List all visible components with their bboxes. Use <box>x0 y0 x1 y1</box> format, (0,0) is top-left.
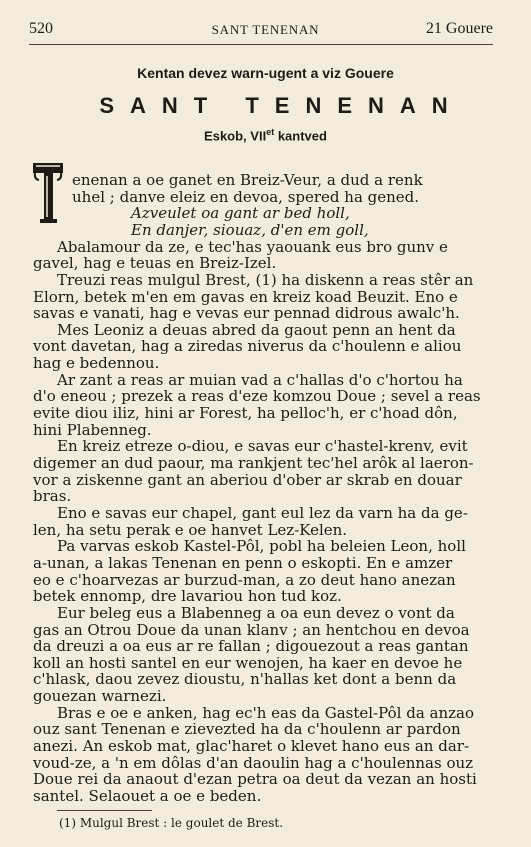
subtitle-main: Eskob, VII <box>204 128 267 144</box>
footnote: (1) Mulgul Brest : le goulet de Brest. <box>59 816 284 830</box>
running-title: SANT TENENAN <box>211 22 320 37</box>
drop-cap-t <box>32 162 64 224</box>
poem-line: Azveulet oa gant ar bed holl, <box>131 204 350 223</box>
header-rule <box>29 44 493 45</box>
saint-subtitle <box>0 127 531 143</box>
running-date: 21 Gouere <box>425 20 493 37</box>
footnote-rule <box>57 810 152 811</box>
poem-line: En danjer, siouaz, d'en em goll, <box>131 220 369 239</box>
body-line: betek ennomp, dre lavariou hon tud koz. <box>33 587 342 606</box>
body-line: ouz sant Tenenan e zievezted ha da c'houlenn ar pardon <box>33 720 461 739</box>
body-line: En kreiz etreze o-diou, e savas eur c'hastel-krenv, evit <box>57 437 468 456</box>
body-line: hini Plabenneg. <box>33 420 152 439</box>
body-line: Treuzi reas mulgul Brest, (1) ha diskenn a reas stêr an <box>57 270 474 289</box>
body-line: vont davetan, hag a ziredas niverus da c'houlenn e aliou <box>33 337 462 356</box>
body-line: voud-ze, a 'n em dôlas d'an daoulin hag a c'houlennas ouz <box>33 753 474 772</box>
body-line: gavel, hag e teuas en Breiz-Izel. <box>33 254 277 273</box>
body-line: Doue rei da anaout d'ezan petra oa deut da vezan an hosti <box>33 770 477 789</box>
body-line: Pa varvas eskob Kastel-Pôl, pobl ha beleien Leon, holl <box>57 537 466 556</box>
body-line: koll an hosti santel en eur wenojen, ha kaer en devoe he <box>33 653 463 672</box>
body-line: santel. Selaouet a oe e beden. <box>33 787 262 805</box>
body-line: digemer an dud paour, ma rankjent tec'hel arôk al laeron- <box>33 454 474 473</box>
body-line: hag e bedennou. <box>33 354 160 373</box>
body-line: savas e vanati, hag e vevas eur pennad didrous awalc'h. <box>33 304 460 323</box>
body-line: d'o eneou ; prezek a reas d'eze komzou Doue ; sevel a reas <box>33 387 481 406</box>
body-line: eo e c'hoarvezas ar burzud-man, a zo deut hano anezan <box>33 570 456 589</box>
body-line: Bras e oe e anken, hag ec'h eas da Gastel-Pôl da anzao <box>57 703 475 722</box>
body-line: Eno e savas eur chapel, gant eul lez da varn ha da ge- <box>57 503 468 522</box>
body-line: c'hlask, daou zevez dioustu, n'hallas ket dont a benn da <box>33 670 457 689</box>
drop-cap-glyph <box>32 162 64 224</box>
body-line: bras. <box>33 487 72 506</box>
section-title: Kentan devez warn-ugent a viz Gouere <box>137 65 394 81</box>
body-line: evite diou iliz, hini ar Forest, ha pelloc'h, er c'hoad dôn, <box>33 404 458 423</box>
subtitle-sup: et <box>266 127 275 137</box>
body-line: Mes Leoniz a deuas abred da gaout penn an hent da <box>57 320 456 339</box>
page-header <box>0 0 531 36</box>
body-line: enenan a oe ganet en Breiz-Veur, a dud a renk <box>72 171 423 189</box>
body-line: len, ha setu perak e oe hanvet Lez-Kelen. <box>33 520 348 539</box>
subtitle-tail: kantved <box>274 128 327 144</box>
body-line: Ar zant a reas ar muian vad a c'hallas d'o c'hortou ha <box>57 370 463 389</box>
body-line: da dreuzi a oa eus ar re fallan ; digouezout a reas gantan <box>33 637 469 656</box>
body-line: a-unan, a lakas Tenenan en penn o eskopti. En e amzer <box>33 553 453 572</box>
body-line: vor a ziskenne gant an aberiou d'ober ar skrab en douar <box>33 470 462 489</box>
page-number: 520 <box>29 20 53 37</box>
body-line: uhel ; danve eleiz en devoa, spered ha gened. <box>72 187 420 206</box>
body-line: Eur beleg eus a Blabenneg a oa eun devez o vont da <box>57 603 455 622</box>
body-line: anezi. An eskob mat, glac'haret o klevet hano eus an dar- <box>33 737 470 756</box>
body-line: Elorn, betek m'en em gavas en kreiz koad Beuzit. Eno e <box>33 287 458 306</box>
body-line: Abalamour da ze, e tec'has yaouank eus bro gunv e <box>57 237 448 256</box>
saint-title: SANT TENENAN <box>99 93 464 118</box>
body-line: gas an Otrou Doue da unan klanv ; an hentchou en devoa <box>33 620 470 639</box>
body-line: gouezan warnezi. <box>33 687 167 706</box>
